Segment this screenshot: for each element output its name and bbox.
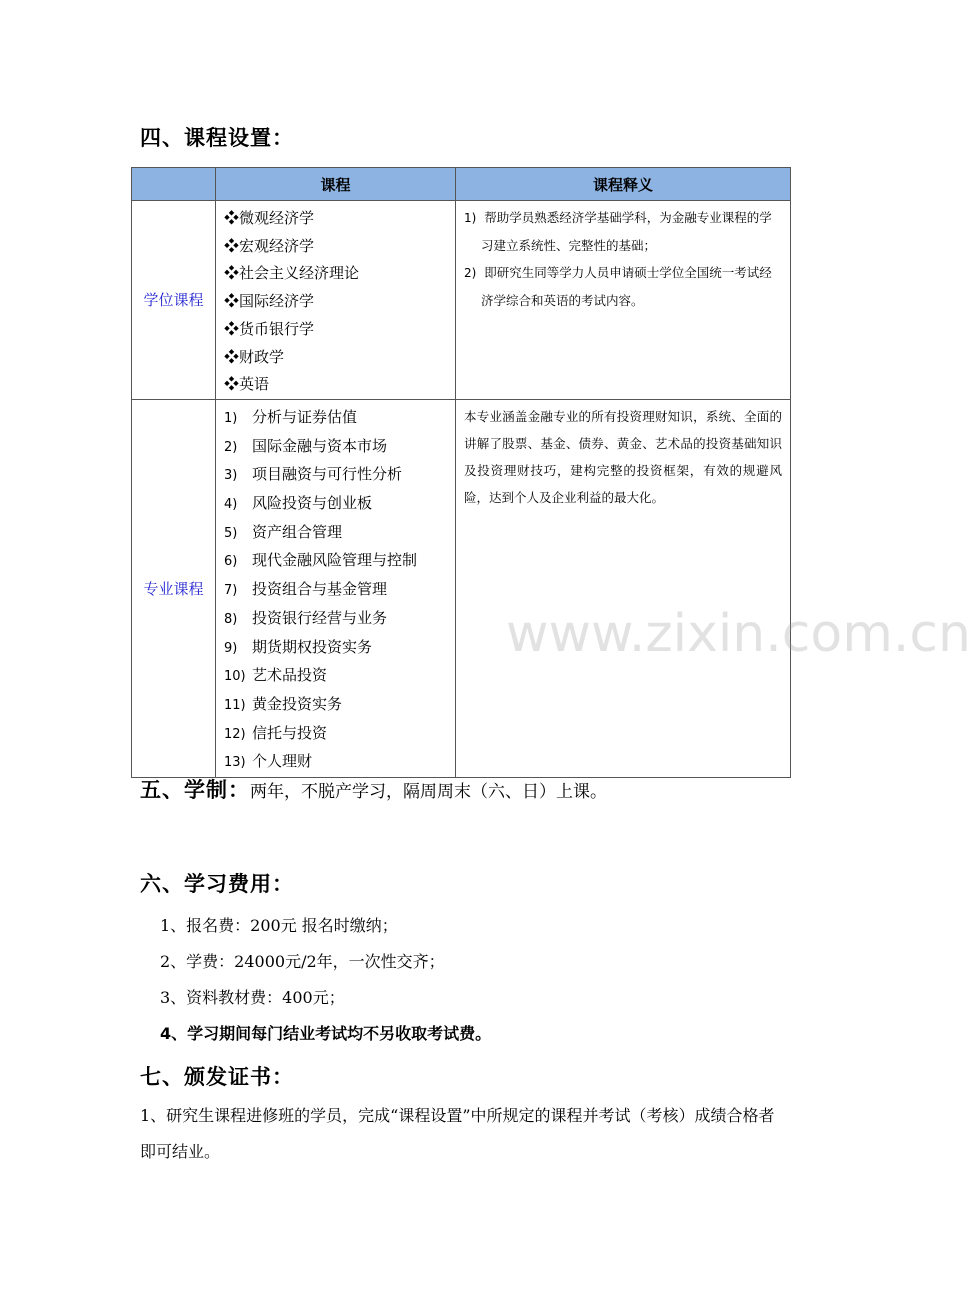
bullet-icon: ❖ [224, 375, 240, 394]
degree-explanation [456, 201, 791, 400]
certificate-text: 1、研究生课程进修班的学员，完成“课程设置”中所规定的课程并考试（考核）成绩合格者即可结业。 [140, 1106, 775, 1161]
bullet-icon: ❖ [224, 292, 240, 311]
section4-heading: 四、课程设置： [140, 126, 294, 150]
fee-item-materials: 3、资料教材费：400元； [160, 988, 345, 1007]
bullet-icon: ❖ [224, 209, 240, 227]
list-item: ❖财政学 [224, 347, 285, 366]
list-item: 11) 黄金投资实务 [224, 694, 343, 713]
section7-heading: 七、颁发证书： [140, 1065, 294, 1089]
section5-title: 五、学制： [140, 778, 250, 802]
list-item: 12) 信托与投资 [224, 723, 328, 742]
explanation-item: 1) 帮助学员熟悉经济学基础学科，为金融专业课程的学习建立系统性、完整性的基础； [464, 210, 772, 253]
header-explanation-cell: 课程释义 [456, 168, 791, 201]
section5-heading [140, 774, 607, 804]
bullet-icon: ❖ [224, 347, 240, 366]
list-item: 6) 现代金融风险管理与控制 [224, 551, 418, 570]
list-item: 2) 国际金融与资本市场 [224, 436, 388, 455]
list-item: ❖社会主义经济理论 [224, 264, 360, 283]
fee-item-tuition: 2、学费：24000元/2年，一次性交齐； [160, 952, 445, 971]
list-item: 10) 艺术品投资 [224, 666, 328, 685]
major-category: 专业课程 [132, 399, 216, 777]
list-item: 3) 项目融资与可行性分析 [224, 465, 403, 484]
fee-item-exam: 4、学习期间每门结业考试均不另收取考试费。 [160, 1024, 492, 1043]
watermark: www.zixin.com.cn [506, 604, 971, 664]
bullet-icon: ❖ [224, 236, 240, 255]
list-item: ❖微观经济学 [224, 209, 315, 227]
header-blank-cell [132, 168, 216, 201]
major-description: 本专业涵盖金融专业的所有投资理财知识，系统、全面的讲解了股票、基金、债券、黄金、艺术品的投资基础知识及投资理财技巧，建构完整的投资框架，有效的规避风险，达到个人及企业利益的最大化。 [464, 408, 782, 505]
list-item: ❖国际经济学 [224, 292, 315, 311]
section5-text: 两年，不脱产学习，隔周周末（六、日）上课。 [250, 782, 607, 802]
degree-category: 学位课程 [132, 201, 216, 400]
list-item: 8) 投资银行经营与业务 [224, 608, 388, 627]
major-course-list [216, 399, 456, 777]
bullet-icon: ❖ [224, 264, 240, 283]
bullet-icon: ❖ [224, 319, 240, 338]
header-courses-cell: 课程 [216, 168, 456, 201]
section6-heading: 六、学习费用： [140, 872, 294, 896]
list-item: 5) 资产组合管理 [224, 522, 343, 541]
major-explanation [456, 399, 791, 777]
fee-item-registration: 1、报名费：200元 报名时缴纳； [160, 916, 398, 935]
course-table [131, 167, 791, 778]
list-item: 13) 个人理财 [224, 752, 313, 771]
degree-course-row [132, 201, 791, 400]
list-item: 4) 风险投资与创业板 [224, 494, 373, 513]
list-item: ❖货币银行学 [224, 319, 315, 338]
degree-course-list [216, 201, 456, 400]
explanation-item: 2) 即研究生同等学力人员申请硕士学位全国统一考试经济学综合和英语的考试内容。 [464, 265, 772, 308]
major-course-row [132, 399, 791, 777]
list-item: 9) 期货期权投资实务 [224, 637, 373, 656]
list-item: ❖宏观经济学 [224, 236, 315, 255]
list-item: 1) 分析与证券估值 [224, 407, 358, 426]
table-header-row [132, 168, 791, 201]
list-item: 7) 投资组合与基金管理 [224, 580, 388, 599]
list-item: ❖英语 [224, 375, 270, 394]
